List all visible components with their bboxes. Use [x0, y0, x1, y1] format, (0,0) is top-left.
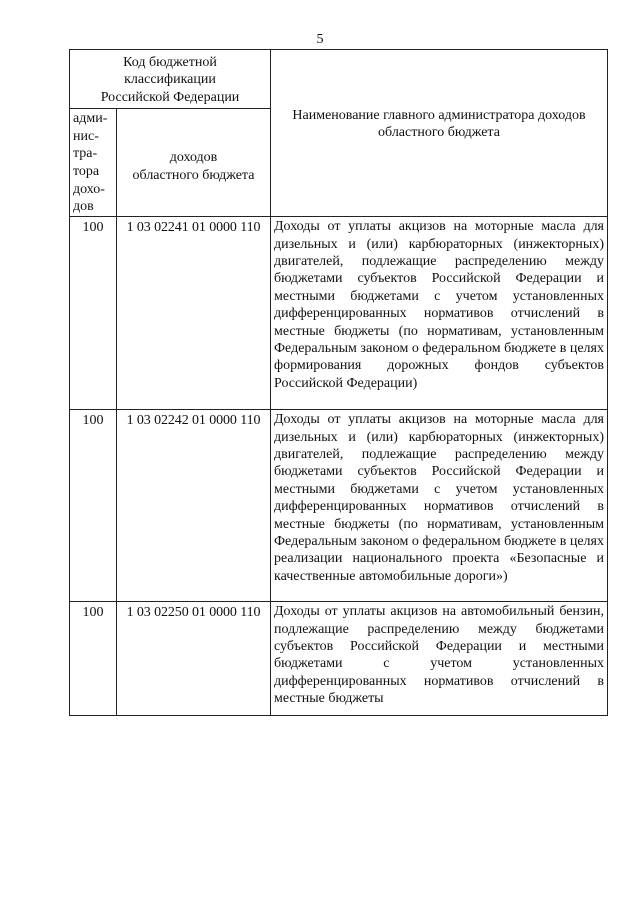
row-admin-code: 100 — [70, 602, 117, 716]
header-row-group — [70, 50, 608, 109]
header-income-line: доходов — [169, 150, 218, 166]
header-income-line: областного бюджета — [132, 167, 255, 183]
row-income-code: 1 03 02250 01 0000 110 — [117, 602, 271, 716]
row-income-code: 1 03 02241 01 0000 110 — [117, 217, 271, 410]
row-income-name: Доходы от уплаты акцизов на моторные масла для дизельных и (или) карбюраторных (инжекторных) двигателей, подлежащие распределению между бюджетами субъектов Российской Федерации и местными бюджетами с учетом установленных дифференцированных нормативов отчислений в местные бюджеты (по нормативам, установленным Федеральным законом о федеральном бюджете в целях реализации национального проекта «Безопасные и качественные автомобильные дороги») — [271, 410, 608, 602]
header-admin-line: тра- — [73, 146, 98, 162]
row-admin-code: 100 — [70, 410, 117, 602]
table-row — [70, 217, 608, 410]
header-group-line: Код бюджетной — [123, 55, 217, 70]
page-number: 5 — [316, 32, 324, 47]
row-income-name: Доходы от уплаты акцизов на автомобильный бензин, подлежащие распределению между бюджетами субъектов Российской Федерации и местными бюджетами с учетом установленных дифференцированных нормативов отчислений в местные бюджеты — [271, 602, 608, 716]
header-name-line: Наименование главного администратора доходов — [292, 107, 586, 123]
header-admin-line: адми- — [73, 111, 108, 127]
row-income-name: Доходы от уплаты акцизов на моторные масла для дизельных и (или) карбюраторных (инжекторных) двигателей, подлежащие распределению между бюджетами субъектов Российской Федерации и местными бюджетами с учетом установленных дифференцированных нормативов отчислений в местные бюджеты (по нормативам, установленным Федеральным законом о федеральном бюджете в целях формирования дорожных фондов субъектов Российской Федерации) — [271, 217, 608, 410]
header-admin-line: нис- — [73, 128, 99, 144]
budget-classification-table — [69, 49, 608, 716]
header-admin-line: тора — [73, 164, 100, 179]
header-admin-line: дохо- — [73, 181, 105, 197]
header-regional-income-code — [117, 109, 271, 217]
header-name-line: областного бюджета — [378, 125, 500, 141]
row-income-code: 1 03 02242 01 0000 110 — [117, 410, 271, 602]
header-group-line: классификации — [124, 72, 216, 88]
header-administrator-code — [70, 109, 117, 217]
header-admin-line: дов — [73, 199, 94, 215]
row-admin-code: 100 — [70, 217, 117, 410]
table-row — [70, 602, 608, 716]
table-row — [70, 410, 608, 602]
header-budget-classification-code — [70, 50, 271, 109]
header-group-line: Российской Федерации — [100, 89, 240, 105]
header-administrator-name — [271, 50, 608, 217]
